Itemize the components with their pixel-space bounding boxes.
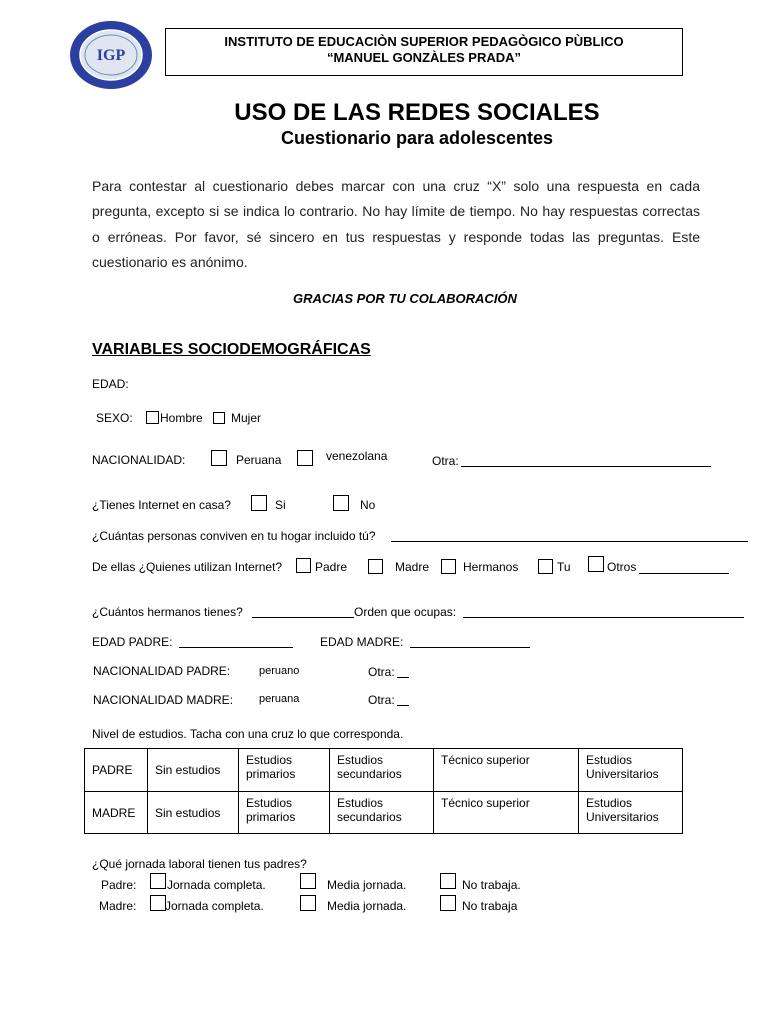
madre-no-checkbox[interactable] <box>440 895 456 911</box>
padre-no-label: No trabaja. <box>462 878 521 892</box>
nac-padre-otra-line[interactable] <box>397 677 409 678</box>
table-row <box>85 749 683 792</box>
padre-completa-checkbox[interactable] <box>150 873 166 889</box>
nivel-madre-option[interactable]: Estudios primarios <box>239 792 330 834</box>
hermanos-internet-label: Hermanos <box>463 560 519 574</box>
padre-media-checkbox[interactable] <box>300 873 316 889</box>
nac-madre-value: peruana <box>259 693 300 705</box>
jornada-madre-label: Madre: <box>99 899 137 913</box>
nacionalidad-label: NACIONALIDAD: <box>92 453 186 467</box>
nivel-padre-option[interactable]: Estudios primarios <box>239 749 330 792</box>
edad-madre-line[interactable] <box>410 647 530 648</box>
nivel-padre-label: PADRE <box>85 749 148 792</box>
nivel-madre-option[interactable]: Sin estudios <box>148 792 239 834</box>
nac-madre-otra-line[interactable] <box>397 705 409 706</box>
page-title: USO DE LAS REDES SOCIALES <box>234 99 600 126</box>
nac-padre-value: peruano <box>259 665 300 677</box>
quienes-question: De ellas ¿Quienes utilizan Internet? <box>92 560 283 574</box>
padre-no-checkbox[interactable] <box>440 873 456 889</box>
sexo-label: SEXO: <box>96 411 133 425</box>
tu-internet-checkbox[interactable] <box>538 559 553 574</box>
nivel-madre-option[interactable]: Técnico superior <box>434 792 579 834</box>
institute-name-box <box>165 28 683 76</box>
jornada-question: ¿Qué jornada laboral tienen tus padres? <box>92 857 307 871</box>
hombre-label: Hombre <box>160 411 203 425</box>
madre-no-label: No trabaja <box>462 899 518 913</box>
edad-label: EDAD: <box>92 377 129 391</box>
nacionalidad-otra-label: Otra: <box>432 454 459 468</box>
orden-answer-line[interactable] <box>463 617 744 618</box>
madre-media-checkbox[interactable] <box>300 895 316 911</box>
intro-paragraph: Para contestar al cuestionario debes marcar con una cruz “X” solo una respuesta en cada pregunta, excepto si se indica lo contrario. No hay límite de tiempo. No hay respuestas correctas o erróneas. Por favor, sé sincero en tus respuestas y responde todas las preguntas. Este cuestionario es anónimo. <box>92 178 700 270</box>
nac-padre-otra-label: Otra: <box>368 665 395 679</box>
institute-logo <box>68 20 154 90</box>
venezolana-label: venezolana <box>326 449 388 463</box>
logo-initials: IGP <box>96 47 126 64</box>
padre-completa-label: Jornada completa. <box>167 878 266 892</box>
table-row <box>85 792 683 834</box>
hombre-checkbox[interactable] <box>146 411 159 424</box>
personas-question: ¿Cuántas personas conviven en tu hogar incluido tú? <box>92 529 376 543</box>
nivel-padre-option[interactable]: Técnico superior <box>434 749 579 792</box>
internet-si-label: Si <box>275 498 286 512</box>
tu-internet-label: Tu <box>557 560 571 574</box>
padre-media-label: Media jornada. <box>327 878 407 892</box>
nivel-madre-option[interactable]: Estudios Universitarios <box>579 792 683 834</box>
padre-internet-checkbox[interactable] <box>296 558 311 573</box>
hermanos-question: ¿Cuántos hermanos tienes? <box>92 605 243 619</box>
institute-name: INSTITUTO DE EDUCACIÒN SUPERIOR PEDAGÒGICO PÙBLICO <box>224 34 624 49</box>
edad-madre-label: EDAD MADRE: <box>320 635 404 649</box>
nac-madre-otra-label: Otra: <box>368 693 395 707</box>
section-title: VARIABLES SOCIODEMOGRÁFICAS <box>92 341 371 358</box>
nivel-madre-label: MADRE <box>85 792 148 834</box>
nivel-padre-option[interactable]: Estudios Universitarios <box>579 749 683 792</box>
nivel-padre-option[interactable]: Estudios secundarios <box>330 749 434 792</box>
mujer-checkbox[interactable] <box>213 412 225 424</box>
otros-internet-checkbox[interactable] <box>588 556 604 572</box>
personas-answer-line[interactable] <box>391 541 748 542</box>
internet-question: ¿Tienes Internet en casa? <box>92 498 231 512</box>
nivel-madre-option[interactable]: Estudios secundarios <box>330 792 434 834</box>
nivel-instruction: Nivel de estudios. Tacha con una cruz lo que corresponda. <box>92 727 404 741</box>
padre-internet-label: Padre <box>315 560 348 574</box>
nivel-padre-option[interactable]: Sin estudios <box>148 749 239 792</box>
nivel-estudios-table <box>84 748 683 834</box>
hermanos-answer-line[interactable] <box>252 617 354 618</box>
nacionalidad-otra-line[interactable] <box>461 466 711 467</box>
edad-padre-line[interactable] <box>179 647 293 648</box>
peruana-label: Peruana <box>236 453 282 467</box>
nac-madre-label: NACIONALIDAD MADRE: <box>93 693 234 707</box>
madre-completa-label: Jornada completa. <box>165 899 264 913</box>
madre-internet-checkbox[interactable] <box>368 559 383 574</box>
orden-label: Orden que ocupas: <box>354 605 457 619</box>
madre-internet-label: Madre <box>395 560 430 574</box>
page-subtitle: Cuestionario para adolescentes <box>280 128 554 148</box>
madre-completa-checkbox[interactable] <box>150 895 166 911</box>
mujer-label: Mujer <box>231 411 262 425</box>
otros-internet-label: Otros <box>607 560 637 574</box>
nac-padre-label: NACIONALIDAD PADRE: <box>93 664 231 678</box>
otros-internet-line[interactable] <box>639 573 729 574</box>
edad-padre-label: EDAD PADRE: <box>92 635 173 649</box>
institute-subname: “MANUEL GONZÀLES PRADA” <box>326 50 522 65</box>
jornada-padre-label: Padre: <box>101 878 137 892</box>
internet-no-checkbox[interactable] <box>333 495 349 511</box>
internet-no-label: No <box>360 498 376 512</box>
venezolana-checkbox[interactable] <box>297 450 313 466</box>
hermanos-internet-checkbox[interactable] <box>441 559 456 574</box>
madre-media-label: Media jornada. <box>327 899 407 913</box>
peruana-checkbox[interactable] <box>211 450 227 466</box>
internet-si-checkbox[interactable] <box>251 495 267 511</box>
thanks-text: GRACIAS POR TU COLABORACIÓN <box>293 291 517 306</box>
